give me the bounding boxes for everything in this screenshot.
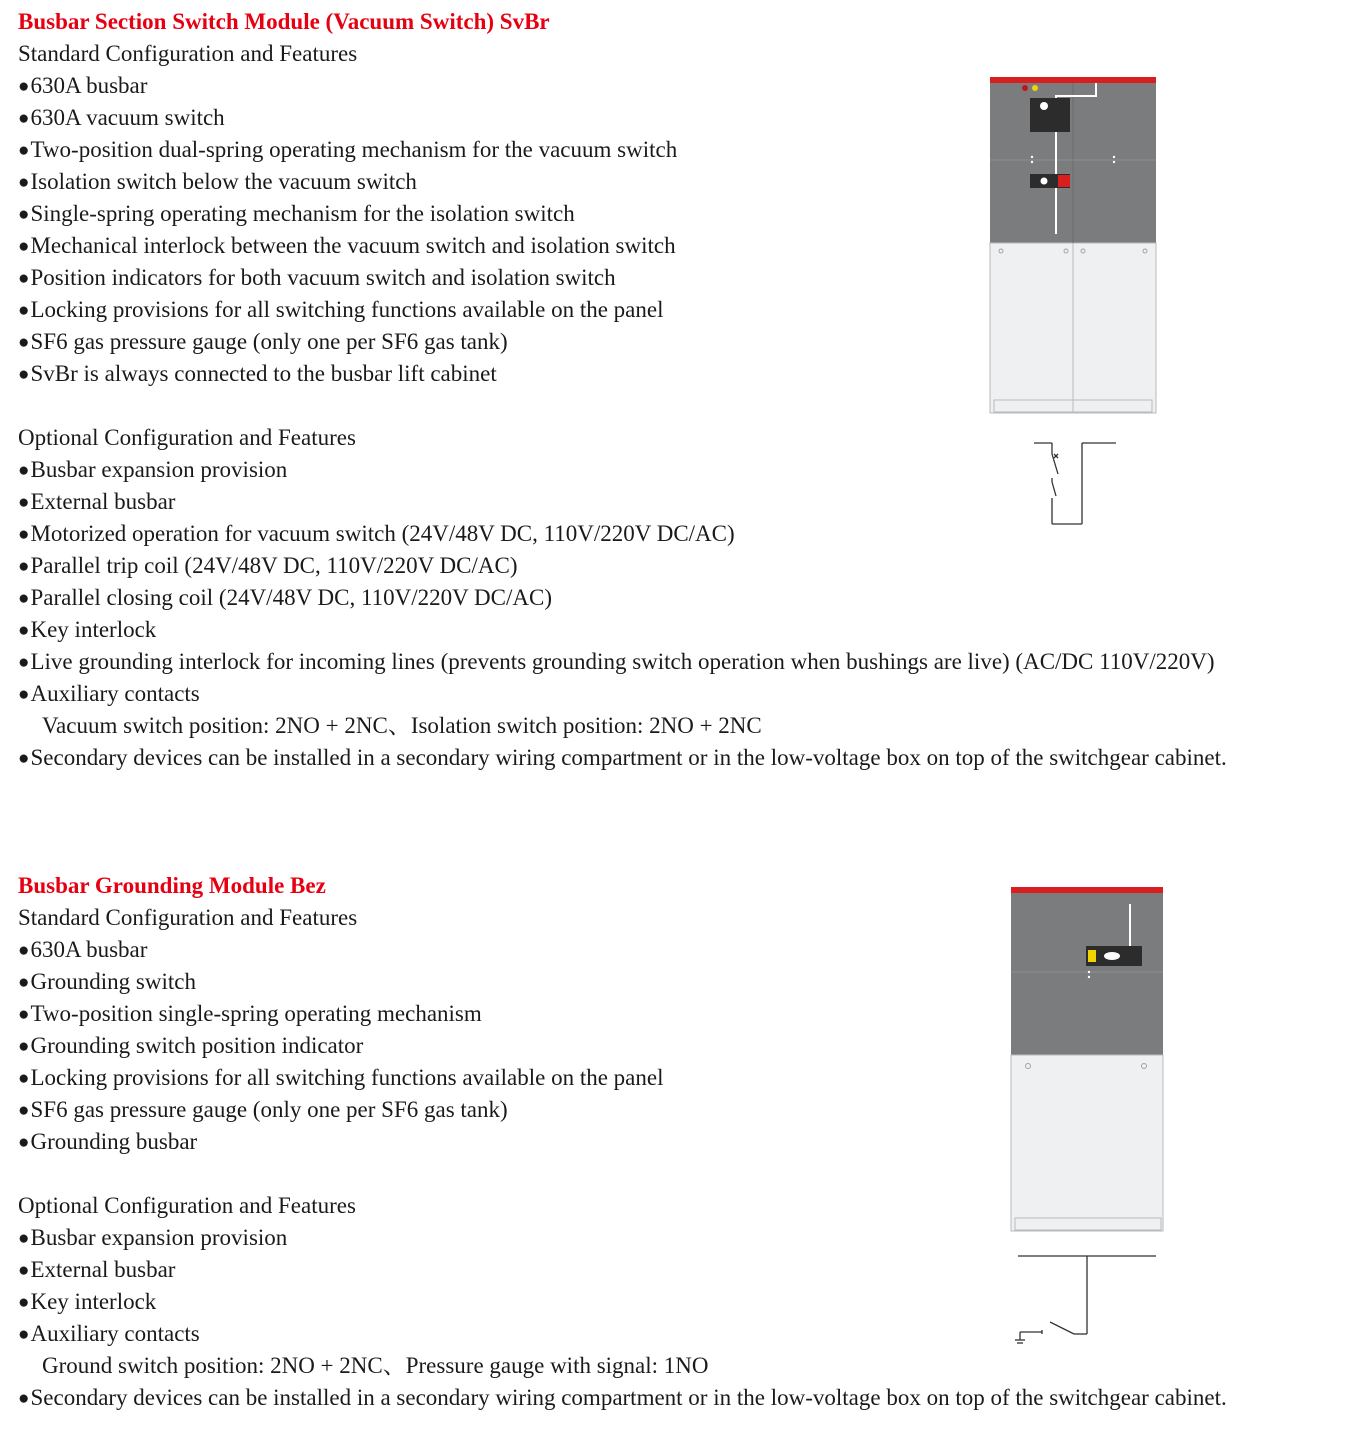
list-item: ● Key interlock	[18, 1286, 1227, 1318]
list-item: ● Locking provisions for all switching functions available on the panel	[18, 1062, 1227, 1094]
list-item: ● Secondary devices can be installed in a secondary wiring compartment or in the low-voltage box on top of the switchgear cabinet.	[18, 1382, 1227, 1414]
list-item: ● Parallel trip coil (24V/48V DC, 110V/220V DC/AC)	[18, 550, 1227, 582]
list-item: ● Motorized operation for vacuum switch (24V/48V DC, 110V/220V DC/AC)	[18, 518, 1227, 550]
list-item: ● External busbar	[18, 1254, 1227, 1286]
list-item: ● SvBr is always connected to the busbar lift cabinet	[18, 358, 1227, 390]
aux-contacts-detail: Vacuum switch position: 2NO + 2NC、Isolation switch position: 2NO + 2NC	[42, 713, 762, 738]
list-item: ● Locking provisions for all switching functions available on the panel	[18, 294, 1227, 326]
aux-contacts-detail: Ground switch position: 2NO + 2NC、Pressure gauge with signal: 1NO	[42, 1353, 709, 1378]
bez-standard-heading: Standard Configuration and Features	[18, 905, 358, 930]
list-item: ● SF6 gas pressure gauge (only one per SF6 gas tank)	[18, 326, 1227, 358]
list-item: ● Two-position dual-spring operating mechanism for the vacuum switch	[18, 134, 1227, 166]
bez-optional-heading: Optional Configuration and Features	[18, 1193, 356, 1218]
bez-circuit-diagram	[1012, 1248, 1162, 1348]
list-item: ● 630A busbar	[18, 934, 1227, 966]
list-item: ● Grounding switch	[18, 966, 1227, 998]
list-item: ● Live grounding interlock for incoming lines (prevents grounding switch operation when bushings are live) (AC/DC 110V/220V)	[18, 646, 1227, 678]
list-item: ● Mechanical interlock between the vacuum switch and isolation switch	[18, 230, 1227, 262]
bez-cabinet-image	[1008, 884, 1168, 1234]
svbr-title: Busbar Section Switch Module (Vacuum Switch) SvBr	[18, 9, 550, 34]
list-item: ● Two-position single-spring operating mechanism	[18, 998, 1227, 1030]
list-item: ● Single-spring operating mechanism for the isolation switch	[18, 198, 1227, 230]
list-item: ● Position indicators for both vacuum switch and isolation switch	[18, 262, 1227, 294]
list-item: ● Parallel closing coil (24V/48V DC, 110V/220V DC/AC)	[18, 582, 1227, 614]
svbr-cabinet-image	[988, 74, 1160, 418]
list-item: ● Busbar expansion provision	[18, 1222, 1227, 1254]
svbr-standard-heading: Standard Configuration and Features	[18, 41, 358, 66]
list-item: ● 630A vacuum switch	[18, 102, 1227, 134]
list-item: ● Auxiliary contacts	[18, 1318, 1227, 1350]
list-item: ● Secondary devices can be installed in a secondary wiring compartment or in the low-voltage box on top of the switchgear cabinet.	[18, 742, 1227, 774]
list-item: ● Grounding switch position indicator	[18, 1030, 1227, 1062]
list-item: ● Busbar expansion provision	[18, 454, 1227, 486]
svbr-circuit-diagram	[1030, 440, 1120, 530]
list-item: ● External busbar	[18, 486, 1227, 518]
list-item: ● Grounding busbar	[18, 1126, 1227, 1158]
svbr-optional-heading: Optional Configuration and Features	[18, 425, 356, 450]
bez-title: Busbar Grounding Module Bez	[18, 873, 326, 898]
list-item: ● SF6 gas pressure gauge (only one per SF6 gas tank)	[18, 1094, 1227, 1126]
list-item: ● 630A busbar	[18, 70, 1227, 102]
list-item: ● Isolation switch below the vacuum switch	[18, 166, 1227, 198]
list-item: ● Auxiliary contacts	[18, 678, 1227, 710]
list-item: ● Key interlock	[18, 614, 1227, 646]
